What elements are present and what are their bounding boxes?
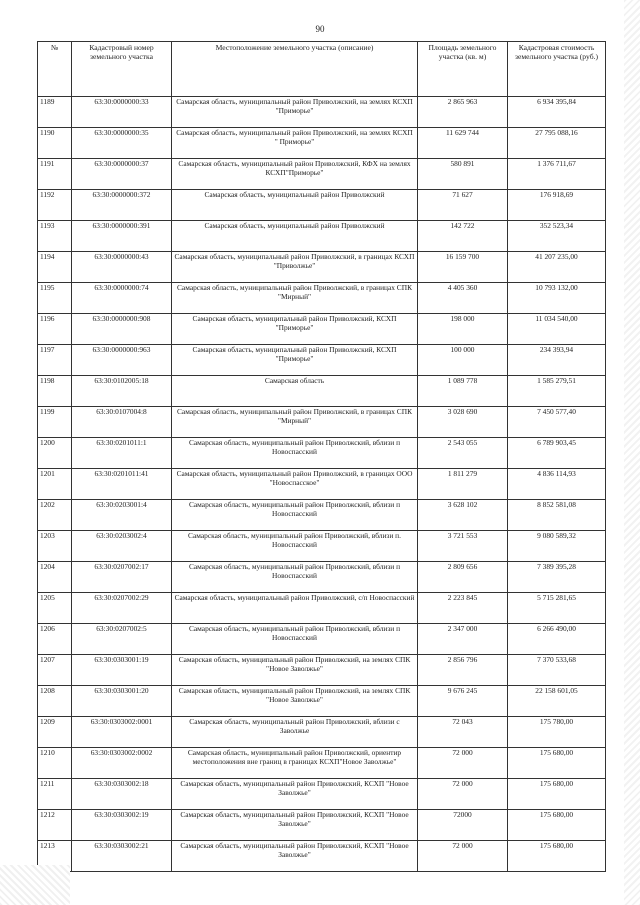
cell-area: 198 000: [418, 314, 508, 345]
cell-location: Самарская область, муниципальный район Приволжский, в границах ООО "Новоспасское": [172, 469, 418, 500]
cell-num: 1206: [38, 624, 72, 655]
scan-artifact-corner: [0, 865, 70, 905]
cell-location: Самарская область, муниципальный район Приволжский: [172, 190, 418, 221]
cell-num: 1190: [38, 128, 72, 159]
cell-cost: 22 158 601,05: [508, 686, 606, 717]
cell-cost: 11 034 540,00: [508, 314, 606, 345]
cell-cadastral: 63:30:0000000:37: [72, 159, 172, 190]
cell-cadastral: 63:30:0207002:17: [72, 562, 172, 593]
table-row: [38, 686, 606, 717]
cell-num: 1192: [38, 190, 72, 221]
cadastral-table: [37, 41, 606, 872]
table-row: [38, 97, 606, 128]
cell-location: Самарская область, муниципальный район Приволжский, в границах СПК "Мирный": [172, 407, 418, 438]
cell-cost: 7 450 577,40: [508, 407, 606, 438]
cell-num: 1193: [38, 221, 72, 252]
cell-cadastral: 63:30:0000000:74: [72, 283, 172, 314]
cell-cadastral: 63:30:0203001:4: [72, 500, 172, 531]
table-row: [38, 345, 606, 376]
cell-location: Самарская область, муниципальный район Приволжский, с/п Новоспасский: [172, 593, 418, 624]
cell-area: 9 676 245: [418, 686, 508, 717]
table-row: [38, 376, 606, 407]
table-row: [38, 407, 606, 438]
cell-area: 1 089 778: [418, 376, 508, 407]
cell-num: 1202: [38, 500, 72, 531]
cell-location: Самарская область, муниципальный район Приволжский, КСХП "Новое Заволжье": [172, 810, 418, 841]
cell-area: 3 628 102: [418, 500, 508, 531]
cell-cadastral: 63:30:0000000:391: [72, 221, 172, 252]
table-row: [38, 283, 606, 314]
cell-area: 72 000: [418, 779, 508, 810]
table-row: [38, 159, 606, 190]
table-row: [38, 810, 606, 841]
cell-num: 1212: [38, 810, 72, 841]
cell-cost: 7 370 533,68: [508, 655, 606, 686]
cell-area: 3 028 690: [418, 407, 508, 438]
cell-area: 100 000: [418, 345, 508, 376]
cell-cadastral: 63:30:0303002:18: [72, 779, 172, 810]
header-location: Местоположение земельного участка (описание): [172, 42, 418, 97]
table-row: [38, 531, 606, 562]
cell-area: 72 000: [418, 841, 508, 872]
cell-cost: 9 080 589,32: [508, 531, 606, 562]
cell-num: 1197: [38, 345, 72, 376]
cell-cadastral: 63:30:0000000:963: [72, 345, 172, 376]
table-header-row: [38, 42, 606, 97]
cell-cadastral: 63:30:0303002:0001: [72, 717, 172, 748]
table-row: [38, 221, 606, 252]
cell-num: 1208: [38, 686, 72, 717]
cell-area: 72 000: [418, 748, 508, 779]
cell-cost: 41 207 235,00: [508, 252, 606, 283]
cell-num: 1207: [38, 655, 72, 686]
cell-area: 2 856 796: [418, 655, 508, 686]
table-row: [38, 314, 606, 345]
table-row: [38, 252, 606, 283]
table-body: [38, 97, 606, 872]
table-row: [38, 841, 606, 872]
table-row: [38, 624, 606, 655]
cell-location: Самарская область, муниципальный район Приволжский, на землях СПК "Новое Заволжье": [172, 655, 418, 686]
cell-cost: 4 836 114,93: [508, 469, 606, 500]
cell-cadastral: 63:30:0000000:372: [72, 190, 172, 221]
header-num: №: [38, 42, 72, 97]
cell-cadastral: 63:30:0303002:0002: [72, 748, 172, 779]
cell-cost: 7 389 395,28: [508, 562, 606, 593]
cell-num: 1210: [38, 748, 72, 779]
cell-cadastral: 63:30:0303002:21: [72, 841, 172, 872]
cell-cadastral: 63:30:0201011:1: [72, 438, 172, 469]
cell-location: Самарская область, муниципальный район Приволжский, в границах КСХП "Приволжье": [172, 252, 418, 283]
cell-cost: 6 789 903,45: [508, 438, 606, 469]
cell-cost: 8 852 581,08: [508, 500, 606, 531]
cell-cost: 27 795 088,16: [508, 128, 606, 159]
table-row: [38, 500, 606, 531]
cell-cost: 175 680,00: [508, 810, 606, 841]
cell-area: 16 159 700: [418, 252, 508, 283]
cell-cost: 1 376 711,67: [508, 159, 606, 190]
cell-location: Самарская область, муниципальный район Приволжский, на землях КСХП " Приморье": [172, 128, 418, 159]
cell-num: 1204: [38, 562, 72, 593]
cell-location: Самарская область, муниципальный район Приволжский, ориентир местоположения вне границ в границах КСХП"Новое Заволжье": [172, 748, 418, 779]
cell-num: 1189: [38, 97, 72, 128]
cell-area: 142 722: [418, 221, 508, 252]
cell-cost: 175 680,00: [508, 841, 606, 872]
table-row: [38, 190, 606, 221]
cell-cadastral: 63:30:0207002:29: [72, 593, 172, 624]
cell-location: Самарская область, муниципальный район Приволжский, КСХП "Новое Заволжье": [172, 779, 418, 810]
cell-cadastral: 63:30:0303002:19: [72, 810, 172, 841]
cell-num: 1191: [38, 159, 72, 190]
table-row: [38, 128, 606, 159]
cell-location: Самарская область, муниципальный район Приволжский, вблизи п Новоспасский: [172, 562, 418, 593]
cell-area: 2 223 845: [418, 593, 508, 624]
cell-cost: 175 680,00: [508, 779, 606, 810]
cell-num: 1195: [38, 283, 72, 314]
cell-cost: 6 266 490,00: [508, 624, 606, 655]
page-number: 90: [315, 24, 325, 34]
cell-cost: 234 393,94: [508, 345, 606, 376]
cell-location: Самарская область, муниципальный район Приволжский: [172, 221, 418, 252]
cell-location: Самарская область, муниципальный район Приволжский, КСХП "Приморье": [172, 314, 418, 345]
cell-cadastral: 63:30:0203002:4: [72, 531, 172, 562]
cell-cadastral: 63:30:0000000:33: [72, 97, 172, 128]
table-row: [38, 593, 606, 624]
cell-area: 1 811 279: [418, 469, 508, 500]
table-row: [38, 562, 606, 593]
cell-location: Самарская область: [172, 376, 418, 407]
cell-cadastral: 63:30:0201011:41: [72, 469, 172, 500]
cell-location: Самарская область, муниципальный район Приволжский, вблизи п. Новоспасский: [172, 531, 418, 562]
cell-num: 1194: [38, 252, 72, 283]
cell-area: 580 891: [418, 159, 508, 190]
cell-cadastral: 63:30:0000000:43: [72, 252, 172, 283]
cell-location: Самарская область, муниципальный район Приволжский, КСХП "Новое Заволжье": [172, 841, 418, 872]
cell-num: 1196: [38, 314, 72, 345]
cell-cost: 175 680,00: [508, 748, 606, 779]
cell-area: 2 347 000: [418, 624, 508, 655]
header-cost: Кадастровая стоимость земельного участка (руб.): [508, 42, 606, 97]
cell-cost: 176 918,69: [508, 190, 606, 221]
cell-cadastral: 63:30:0303001:20: [72, 686, 172, 717]
cell-cost: 1 585 279,51: [508, 376, 606, 407]
cell-cadastral: 63:30:0303001:19: [72, 655, 172, 686]
cell-location: Самарская область, муниципальный район Приволжский, на землях КСХП "Приморье": [172, 97, 418, 128]
cell-num: 1205: [38, 593, 72, 624]
cell-cost: 6 934 395,84: [508, 97, 606, 128]
cell-cost: 352 523,34: [508, 221, 606, 252]
table-row: [38, 655, 606, 686]
header-cadastral: Кадастровый номер земельного участка: [72, 42, 172, 97]
cell-area: 2 809 656: [418, 562, 508, 593]
cell-area: 72000: [418, 810, 508, 841]
cell-location: Самарская область, муниципальный район Приволжский, вблизи п Новоспасский: [172, 438, 418, 469]
cell-location: Самарская область, муниципальный район Приволжский, вблизи п Новоспасский: [172, 500, 418, 531]
cell-num: 1200: [38, 438, 72, 469]
cell-num: 1209: [38, 717, 72, 748]
cell-area: 71 627: [418, 190, 508, 221]
cell-location: Самарская область, муниципальный район Приволжский, на землях СПК "Новое Заволжье": [172, 686, 418, 717]
cell-area: 2 865 963: [418, 97, 508, 128]
cell-area: 11 629 744: [418, 128, 508, 159]
cell-location: Самарская область, муниципальный район Приволжский, вблизи п Новоспасский: [172, 624, 418, 655]
header-area: Площадь земельного участка (кв. м): [418, 42, 508, 97]
cell-cadastral: 63:30:0207002:5: [72, 624, 172, 655]
table-row: [38, 717, 606, 748]
cell-cost: 5 715 281,65: [508, 593, 606, 624]
cell-cost: 10 793 132,00: [508, 283, 606, 314]
cell-cadastral: 63:30:0000000:908: [72, 314, 172, 345]
cell-area: 4 405 360: [418, 283, 508, 314]
cell-cadastral: 63:30:0000000:35: [72, 128, 172, 159]
cell-num: 1203: [38, 531, 72, 562]
cell-location: Самарская область, муниципальный район Приволжский, вблизи с Заволжье: [172, 717, 418, 748]
table-row: [38, 469, 606, 500]
cell-area: 72 043: [418, 717, 508, 748]
scan-artifact-edge: [624, 0, 640, 905]
cell-num: 1213: [38, 841, 72, 872]
cell-num: 1201: [38, 469, 72, 500]
cell-cadastral: 63:30:0102005:18: [72, 376, 172, 407]
cell-area: 3 721 553: [418, 531, 508, 562]
cell-location: Самарская область, муниципальный район Приволжский, КФХ на землях КСХП"Приморье": [172, 159, 418, 190]
cell-num: 1198: [38, 376, 72, 407]
cell-cadastral: 63:30:0107004:8: [72, 407, 172, 438]
table-row: [38, 438, 606, 469]
cell-cost: 175 780,00: [508, 717, 606, 748]
cell-location: Самарская область, муниципальный район Приволжский, в границах СПК "Мирный": [172, 283, 418, 314]
cell-location: Самарская область, муниципальный район Приволжский, КСХП "Приморье": [172, 345, 418, 376]
cell-num: 1211: [38, 779, 72, 810]
cell-num: 1199: [38, 407, 72, 438]
cell-area: 2 543 055: [418, 438, 508, 469]
table-row: [38, 748, 606, 779]
table-row: [38, 779, 606, 810]
